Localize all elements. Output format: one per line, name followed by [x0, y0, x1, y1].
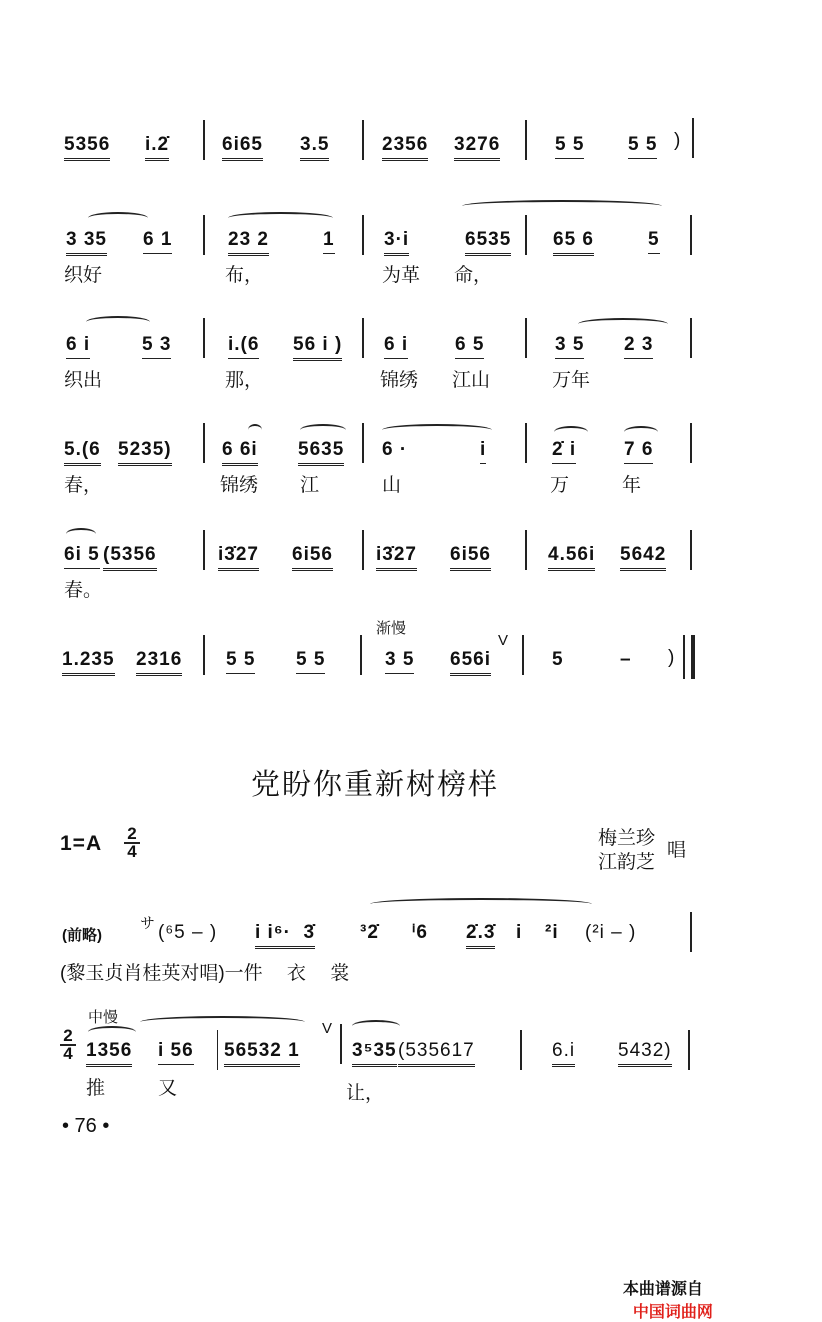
barline: [362, 215, 364, 255]
slur: [88, 212, 148, 224]
note-group: 6i 5: [64, 544, 100, 569]
note-group: 5635: [298, 439, 344, 466]
note-group: i3̇27: [376, 544, 417, 571]
time-bottom: 4: [127, 842, 137, 861]
barline: [525, 318, 527, 358]
barline: [692, 118, 694, 158]
barline: [690, 318, 692, 358]
slur: [578, 318, 668, 330]
lyric: 锦绣: [380, 370, 419, 391]
sing-label: 唱: [667, 840, 687, 861]
lyric: 春，: [64, 475, 103, 496]
lyric: 推: [86, 1078, 106, 1099]
tempo-marking: 中慢: [88, 1009, 119, 1026]
note-group: 6 i: [66, 334, 90, 359]
barline: [522, 635, 524, 675]
note-group: 3 5: [555, 334, 584, 359]
lyric: 又: [158, 1078, 178, 1099]
lyric: 万年: [552, 370, 591, 391]
note-group: 5356: [64, 134, 110, 161]
note-group: 5 5: [296, 649, 325, 674]
barline: [525, 215, 527, 255]
note-group: 7 6: [624, 439, 653, 464]
note-group: 2̇.3̇: [466, 922, 495, 949]
note-group: 6i65: [222, 134, 263, 161]
slur: [352, 1020, 400, 1032]
barline: [340, 1024, 342, 1064]
time-top: 2: [60, 1028, 76, 1046]
note-group: 6i56: [450, 544, 491, 571]
slur: [300, 424, 346, 436]
barline: [362, 530, 364, 570]
lyric: 万: [550, 475, 570, 496]
note-group: i 56: [158, 1040, 194, 1065]
note-group: i i⁶· 3̇: [255, 922, 315, 949]
slur: [66, 528, 96, 540]
barline: [360, 635, 362, 675]
note-group: ⁱ6: [412, 922, 428, 943]
page-number: • 76 •: [62, 1115, 110, 1137]
note-group: 6 ·: [382, 439, 408, 460]
note-group: 6 5: [455, 334, 484, 359]
barline: [362, 423, 364, 463]
barline: [362, 120, 364, 160]
slur: [370, 898, 592, 910]
barline: [520, 1030, 522, 1070]
barline: [690, 530, 692, 570]
watermark: [614, 1258, 713, 1322]
barline: [690, 423, 692, 463]
song-title: 党盼你重新树榜样: [250, 769, 499, 801]
note-group: 3⁵35: [352, 1040, 397, 1067]
lyric: 织好: [64, 265, 103, 286]
barline: [217, 1030, 218, 1070]
note-group: 3 35: [66, 229, 107, 256]
lyric: 织出: [64, 370, 103, 391]
note-group: 1356: [86, 1040, 132, 1067]
slur: [228, 212, 333, 224]
note-group: 2356: [382, 134, 428, 161]
note-group: (²i – ): [585, 922, 637, 943]
note-group: 3 5: [385, 649, 414, 674]
note-group: 5235): [118, 439, 172, 466]
barline: [203, 215, 205, 255]
time-bottom: 4: [63, 1044, 73, 1063]
lyric: 年: [622, 475, 642, 496]
omitted-prelude: (前略): [62, 927, 102, 944]
note-group: i: [516, 922, 523, 943]
note-group: (5356: [103, 544, 157, 571]
final-barline: [683, 635, 695, 679]
note-group: 6 i: [384, 334, 408, 359]
note-group: 6.i: [552, 1040, 575, 1067]
note-group: 3276: [454, 134, 500, 161]
lyric: 山: [382, 475, 402, 496]
lyric: (黎玉贞肖桂英对唱)一件 衣 裳: [60, 963, 350, 984]
note-group: 656i: [450, 649, 491, 676]
note-group: 2 3: [624, 334, 653, 359]
lyric: 春。: [64, 580, 103, 601]
note-group: i3̇27: [218, 544, 259, 571]
note-group: 5 5: [628, 134, 657, 159]
note-group: 1.235: [62, 649, 115, 676]
note-group: 5 3: [142, 334, 171, 359]
barline: [203, 530, 205, 570]
note-group: i.2̇: [145, 134, 169, 161]
note-group: 1: [323, 229, 335, 254]
note-group: 23 2: [228, 229, 269, 256]
slur: [624, 426, 658, 438]
watermark-prefix: 本曲谱源自: [622, 1281, 703, 1298]
slur: [140, 1016, 305, 1028]
barline: [688, 1030, 690, 1070]
key: 1=A: [60, 832, 103, 855]
note-group: 6 1: [143, 229, 172, 254]
slur: [554, 426, 588, 438]
slur: [248, 424, 262, 436]
barline: [362, 318, 364, 358]
dash: –: [620, 649, 632, 670]
barline: [525, 120, 527, 160]
barline: [203, 423, 205, 463]
close-paren: ): [674, 130, 682, 151]
lyric: 让，: [346, 1083, 385, 1104]
note-group: 5642: [620, 544, 666, 571]
lyric: 那，: [225, 370, 264, 391]
barline: [690, 215, 692, 255]
barline: [525, 530, 527, 570]
lyric: 命，: [454, 265, 493, 286]
note-group: 56532 1: [224, 1040, 300, 1067]
breath-mark: V: [322, 1020, 333, 1037]
slur: [88, 1026, 136, 1038]
singer: 梅兰珍: [598, 828, 656, 849]
lyric: 江山: [452, 370, 491, 391]
barline: [203, 635, 205, 675]
free-tempo-mark: サ: [140, 915, 156, 932]
note-group: 6i56: [292, 544, 333, 571]
barline: [690, 912, 692, 952]
tempo-marking: 渐慢: [376, 620, 407, 637]
time-top: 2: [124, 826, 140, 844]
note-group: 6 6i: [222, 439, 258, 466]
note-group: (535617: [398, 1040, 475, 1067]
watermark-site[interactable]: 中国词曲网: [632, 1304, 713, 1321]
breath-mark: V: [498, 632, 509, 649]
note-group: ²i: [545, 922, 559, 943]
note-group: 2̇ i: [552, 439, 576, 464]
note-group: 4.56i: [548, 544, 595, 571]
note-group: i: [480, 439, 486, 464]
note-group: 5: [648, 229, 660, 254]
note-group: 5.(6: [64, 439, 101, 466]
barline: [525, 423, 527, 463]
note-group: 6535: [465, 229, 511, 256]
note-group: 5432): [618, 1040, 672, 1067]
note-group: i.(6: [228, 334, 259, 359]
lyric: 为革: [382, 265, 421, 286]
note-group: 5 5: [555, 134, 584, 159]
barline: [203, 120, 205, 160]
lyric: 江: [300, 475, 320, 496]
note-group: ³2̇: [360, 922, 379, 943]
note-group: 5 5: [226, 649, 255, 674]
note-group: 2316: [136, 649, 182, 676]
slur: [382, 424, 492, 436]
note-group: 3.5: [300, 134, 329, 161]
barline: [203, 318, 205, 358]
note-group: 5: [552, 649, 564, 670]
lyric: 锦绣: [220, 475, 259, 496]
note-group: (⁶5 – ): [158, 922, 218, 943]
slur: [462, 200, 662, 212]
time-signature: [124, 826, 140, 860]
note-group: 65 6: [553, 229, 594, 256]
slur: [86, 316, 150, 328]
time-signature: [60, 1028, 76, 1062]
note-group: 3·i: [384, 229, 409, 256]
close-paren: ): [668, 647, 676, 668]
note-group: 56 i ): [293, 334, 342, 361]
lyric: 布，: [225, 265, 264, 286]
singer: 江韵芝: [598, 852, 656, 873]
